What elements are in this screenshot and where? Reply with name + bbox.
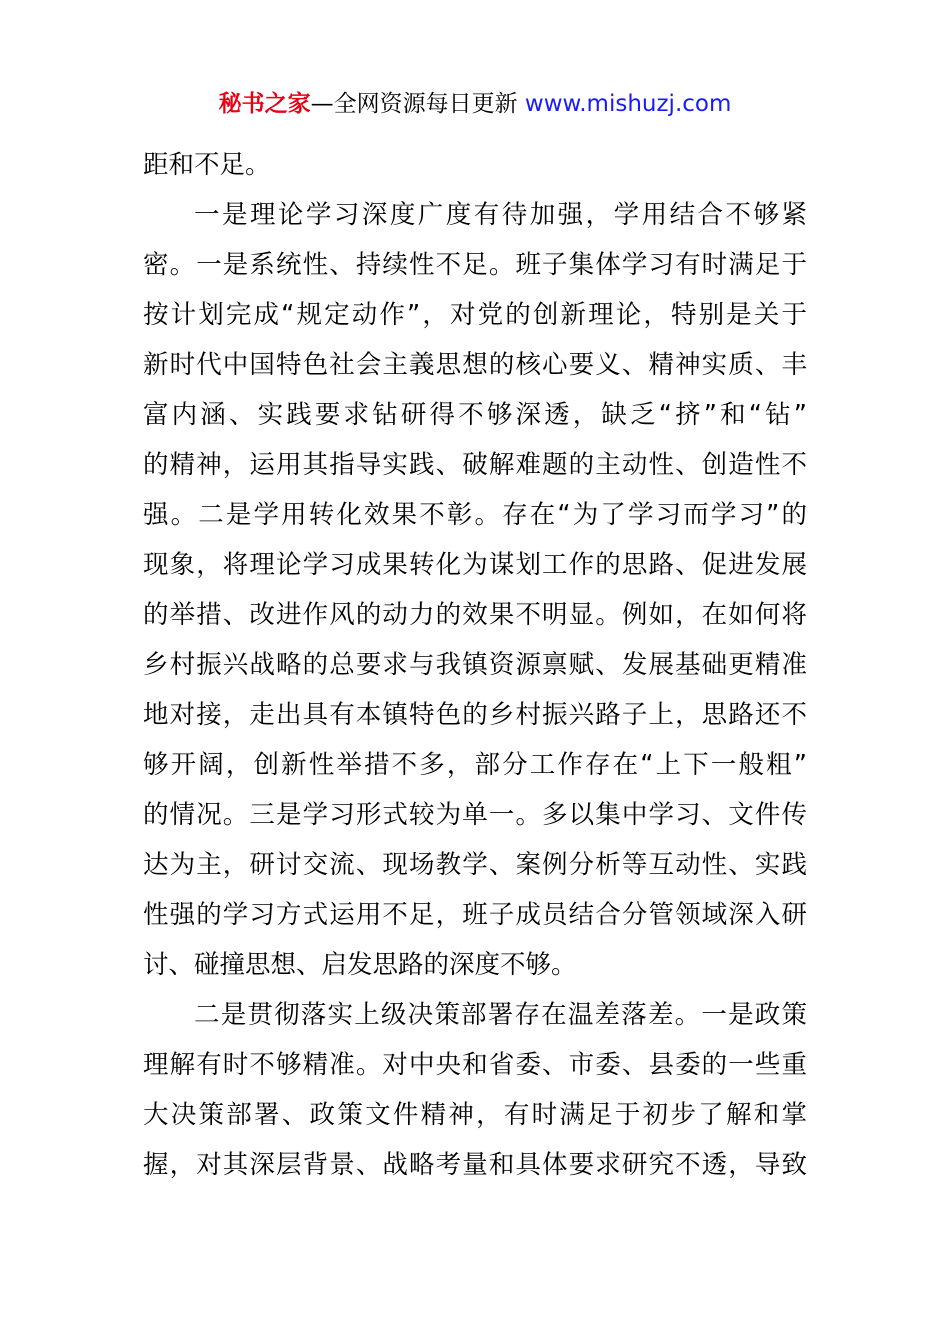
text-line: 的举措、改进作风的动力的效果不明显。例如，在如何将 (143, 600, 807, 630)
text-line: 按计划完成“规定动作”，对党的创新理论，特别是关于 (143, 300, 807, 330)
text-line: 握，对其深层背景、战略考量和具体要求研究不透，导致 (143, 1150, 807, 1180)
text-line: 距和不足。 (143, 150, 271, 180)
text-line: 密。一是系统性、持续性不足。班子集体学习有时满足于 (143, 250, 807, 280)
page-header (0, 88, 950, 120)
text-line: 强。二是学用转化效果不彰。存在“为了学习而学习”的 (143, 500, 807, 530)
text-line: 新时代中国特色社会主義思想的核心要义、精神实质、丰 (143, 350, 807, 380)
text-line: 乡村振兴战略的总要求与我镇资源禀赋、发展基础更精准 (143, 650, 807, 680)
text-line: 性强的学习方式运用不足，班子成员结合分管领域深入研 (143, 900, 807, 930)
text-line: 的情况。三是学习形式较为单一。多以集中学习、文件传 (143, 800, 807, 830)
document-body (143, 140, 807, 1190)
text-line: 够开阔，创新性举措不多，部分工作存在“上下一般粗” (143, 750, 807, 780)
text-line: 讨、碰撞思想、启发思路的深度不够。 (143, 950, 577, 980)
text-line: 一是理论学习深度广度有待加强，学用结合不够紧 (194, 200, 807, 230)
text-line: 的精神，运用其指导实践、破解难题的主动性、创造性不 (143, 450, 807, 480)
brand-name: 秘书之家 (218, 91, 311, 117)
text-line: 富内涵、实践要求钻研得不够深透，缺乏“挤”和“钻” (143, 400, 807, 430)
header-tagline: —全网资源每日更新 (310, 91, 525, 117)
text-line: 地对接，走出具有本镇特色的乡村振兴路子上，思路还不 (143, 700, 807, 730)
text-line: 理解有时不够精准。对中央和省委、市委、县委的一些重 (143, 1050, 807, 1080)
text-line: 现象，将理论学习成果转化为谋划工作的思路、促进发展 (143, 550, 807, 580)
text-line: 二是贯彻落实上级决策部署存在温差落差。一是政策 (194, 1000, 807, 1030)
text-line: 达为主，研讨交流、现场教学、案例分析等互动性、实践 (143, 850, 807, 880)
site-url-link[interactable]: www.mishuzj.com (524, 91, 732, 117)
text-line: 大决策部署、政策文件精神，有时满足于初步了解和掌 (143, 1100, 807, 1130)
